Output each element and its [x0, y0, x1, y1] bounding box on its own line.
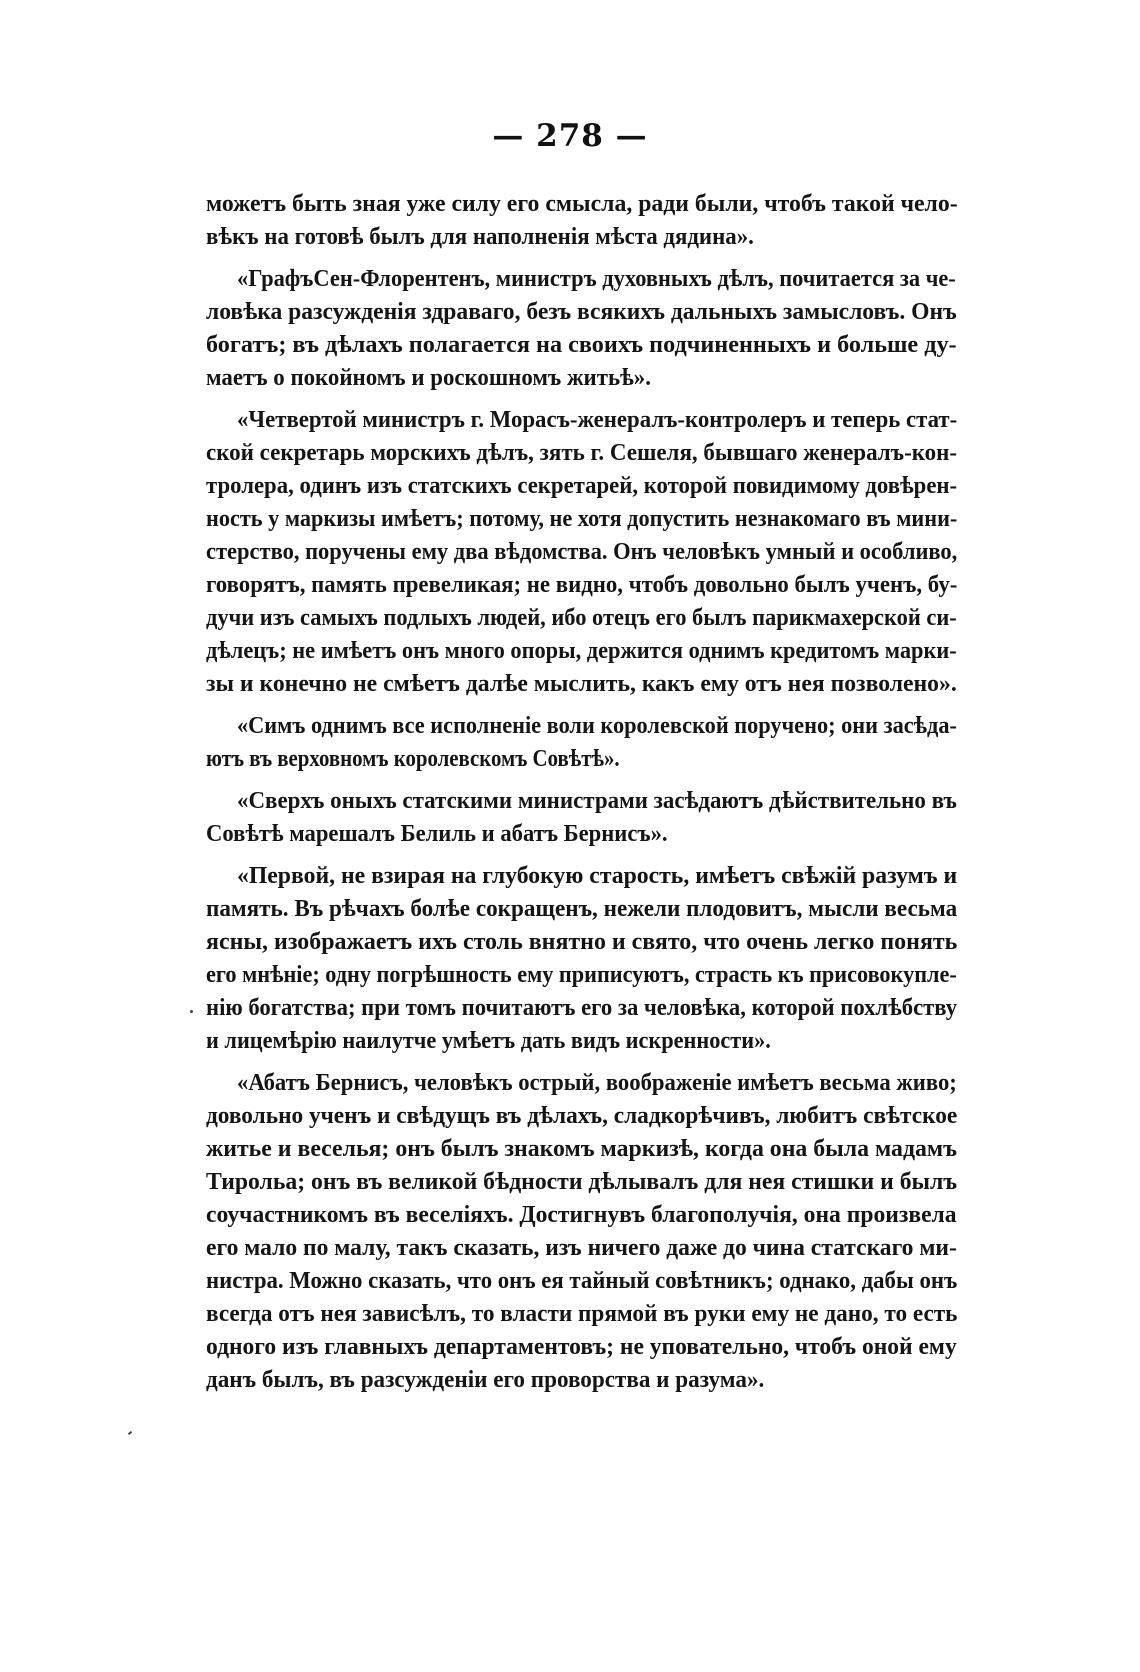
text-line: ность у маркизы имѣетъ; потому, не хотя допустить незнакомаго въ мини-: [206, 506, 958, 532]
text-line: нію богатства; при томъ почитаютъ его за человѣка, которой похлѣбству: [206, 995, 958, 1021]
text-line: его мнѣніе; одну погрѣшность ему приписуютъ, страсть къ присовокупле-: [206, 962, 957, 988]
text-line: довольно ученъ и свѣдущъ въ дѣлахъ, сладкорѣчивъ, любитъ свѣтское: [206, 1103, 958, 1129]
text-line: ской секретарь морскихъ дѣлъ, зять г. Сешеля, бывшаго женералъ-кон-: [206, 440, 958, 466]
text-line: Совѣтѣ марешалъ Белиль и абатъ Бернисъ».: [206, 821, 668, 847]
text-line: ловѣка разсужденія здраваго, безъ всякихъ дальныхъ замысловъ. Онъ: [206, 299, 957, 325]
text-line: его мало по малу, такъ сказать, изъ ничего даже до чина статскаго ми-: [206, 1235, 957, 1261]
text-line: маетъ о покойномъ и роскошномъ житьѣ».: [206, 365, 651, 391]
text-line: «Сверхъ оныхъ статскими министрами засѣдаютъ дѣйствительно въ: [237, 788, 957, 814]
text-line: говорятъ, память превеликая; не видно, чтобъ довольно былъ ученъ, бу-: [206, 572, 958, 598]
text-line: «ГрафъСен-Флорентенъ, министръ духовныхъ дѣлъ, почитается за че-: [237, 266, 956, 292]
text-line: богатъ; въ дѣлахъ полагается на своихъ подчиненныхъ и больше ду-: [206, 332, 957, 358]
text-line: дѣлецъ; не имѣетъ онъ много опоры, держится однимъ кредитомъ марки-: [206, 638, 957, 664]
text-line: ясны, изображаетъ ихъ столь внятно и свято, что очень легко понять: [206, 929, 958, 955]
scan-speck: [128, 1431, 132, 1435]
text-line: соучастникомъ въ веселіяхъ. Достигнувъ благополучія, она произвела: [206, 1202, 957, 1228]
text-line: одного изъ главныхъ департаментовъ; не уповательно, чтобъ оной ему: [206, 1334, 957, 1360]
text-line: память. Въ рѣчахъ болѣе сокращенъ, нежели плодовитъ, мысли весьма: [206, 896, 958, 922]
scan-speck: [190, 1010, 193, 1013]
text-line: Тирольа; онъ въ великой бѣдности дѣлывалъ для нея стишки и былъ: [206, 1169, 958, 1195]
text-line: житье и веселья; онъ былъ знакомъ маркизѣ, когда она была мадамъ: [206, 1136, 957, 1162]
text-line: «Первой, не взирая на глубокую старость, имѣетъ свѣжій разумъ и: [237, 863, 958, 889]
text-line: тролера, одинъ изъ статскихъ секретарей, которой повидимому довѣрен-: [206, 473, 958, 499]
text-line: стерство, поручены ему два вѣдомства. Онъ человѣкъ умный и особливо,: [206, 539, 958, 565]
text-line: можетъ быть зная уже силу его смысла, ради были, чтобъ такой чело-: [206, 191, 958, 217]
text-line: «Симъ однимъ все исполненіе воли королевской поручено; они засѣда-: [237, 713, 957, 739]
text-line: и лицемѣрію наилутче умѣетъ дать видъ искренности».: [206, 1028, 771, 1054]
text-line: вѣкъ на готовѣ былъ для наполненія мѣста дядина».: [206, 224, 754, 250]
text-line: ютъ въ верховномъ королевскомъ Совѣтѣ».: [206, 746, 620, 772]
text-line: всегда отъ нея зависѣлъ, то власти прямой въ руки ему не дано, то есть: [206, 1301, 958, 1327]
text-line: дучи изъ самыхъ подлыхъ людей, ибо отецъ его былъ парикмахерской си-: [206, 605, 957, 631]
text-line: данъ былъ, въ разсужденіи его проворства и разума».: [206, 1367, 765, 1393]
page-number: — 278 —: [492, 118, 648, 154]
text-line: нистра. Можно сказать, что онъ ея тайный совѣтникъ; однако, дабы онъ: [206, 1268, 958, 1294]
text-line: «Абатъ Бернисъ, человѣкъ острый, воображеніе имѣетъ весьма живо;: [237, 1070, 957, 1096]
text-line: «Четвертой министръ г. Морасъ-женералъ-контролеръ и теперь стат-: [237, 407, 958, 433]
text-line: зы и конечно не смѣетъ далѣе мыслить, какъ ему отъ нея позволено».: [206, 671, 957, 697]
